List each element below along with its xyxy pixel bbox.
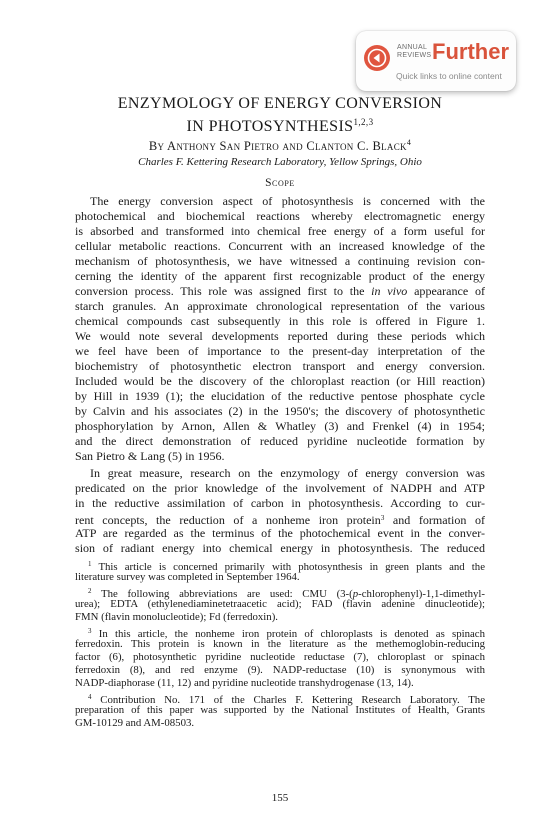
body-line: The energy conversion aspect of photosynthesis is concerned with the <box>90 194 485 208</box>
body-line: starch granules. An approximate chronological representation of the various <box>75 299 485 313</box>
title-footnote-refs[interactable]: 1,2,3 <box>353 117 374 127</box>
arrow-left-circle-icon <box>364 45 390 71</box>
footnote-text: Contribution No. 171 of the Charles F. Kettering Research Laboratory. The <box>100 694 485 706</box>
footnote-ref-3[interactable]: 3 <box>380 514 385 522</box>
badge-subtitle[interactable]: Quick links to online content <box>396 71 502 81</box>
article-title-line1: ENZYMOLOGY OF ENERGY CONVERSION <box>117 95 443 112</box>
footnote-italic: p <box>352 588 359 600</box>
footnote-mark: 4 <box>88 693 92 701</box>
footnote-text: -chlorophenyl)-1,1-dimethyl- <box>358 588 485 600</box>
body-line: chemical compounds cast subsequently in this role is offered in Figure 1. <box>75 314 485 328</box>
footnote-line: NADP-diaphorase (11, 12) and pyridine nucleotide transhydrogenase (13, 14). <box>75 677 414 689</box>
body-line-in-vivo <box>75 284 485 298</box>
body-line: San Pietro & Lang (5) in 1956. <box>75 449 225 463</box>
body-line: biochemistry of photosynthetic electron transport and energy conversion. <box>75 359 485 373</box>
footnote-line: ferredoxin (8), and red enzyme (9). NADP-reductase (10) is synonymous with <box>75 664 485 676</box>
footnote-mark: 2 <box>88 587 92 595</box>
authors-text: By Anthony San Pietro and Clanton C. Black <box>148 139 407 153</box>
footnote-line: GM-10129 and AM-08503. <box>75 717 195 729</box>
footnote-line: urea); EDTA (ethylenediaminetetraacetic acid); FAD (flavin adenine dinucleotide); <box>75 598 485 610</box>
body-line-italic: in vivo <box>371 284 408 298</box>
body-line: by Hill in 1939 (1); the elucidation of the reductive pentose phosphate cycle <box>75 389 485 403</box>
article-title-line2 <box>80 113 480 136</box>
body-line: In great measure, research on the enzymology of energy conversion was <box>90 466 485 480</box>
author-affiliation: Charles F. Kettering Research Laboratory, Yellow Springs, Ohio <box>138 156 422 168</box>
footnote-line: preparation of this paper was supported by the National Institutes of Health, Grants <box>75 704 485 716</box>
footnote-line: factor (6), photosynthetic pyridine nucleotide reductase (7), chloroplast or spinach <box>75 651 485 663</box>
body-line: phosphorylation by Arnon, Allen & Whatley (3) and Frenkel (4) in 1954; <box>75 419 485 433</box>
body-line: We would note several developments reported during these periods which <box>75 329 485 343</box>
author-footnote-ref[interactable]: 4 <box>406 138 412 147</box>
badge-reviews-text: REVIEWS <box>397 52 432 59</box>
body-line-with-ref <box>75 511 485 527</box>
body-line: ATP are regarded as the terminus of the photochemical event in the conver- <box>75 526 485 540</box>
body-line: is absorbed and transformed into chemical free energy of a form useful for <box>75 224 485 238</box>
footnote-line: FMN (flavin monolucleotide); Fd (ferredoxin). <box>75 611 278 623</box>
title-line2-text: IN PHOTOSYNTHESIS <box>186 118 354 135</box>
body-line: Included would be the discovery of the chloroplast reaction (or Hill reaction) <box>75 374 485 388</box>
footnote-text: In this article, the nonheme iron protein of chloroplasts is denoted as spinach <box>98 628 486 640</box>
body-line: photochemical and biochemical reactions whereby electromagnetic energy <box>75 209 485 223</box>
body-line-segment: conversion process. This role was assigned first to the <box>75 284 372 298</box>
body-line-segment: and formation of <box>384 513 485 527</box>
body-line: we feel have been of importance to the present-day interpretation of the <box>75 344 485 358</box>
section-heading: Scope <box>265 177 295 189</box>
body-line-segment: rent concepts, the reduction of a nonheme iron protein <box>75 513 381 527</box>
body-line: predicated on the prior knowledge of the involvement of NADPH and ATP <box>75 481 485 495</box>
body-line: cellular metabolic reactions. Concurrent with an increased knowledge of the <box>75 239 485 253</box>
footnote-mark: 3 <box>88 627 92 635</box>
footnote-line: literature survey was completed in September 1964. <box>75 571 300 583</box>
annual-reviews-further-badge[interactable] <box>356 31 516 91</box>
footnote-mark: 1 <box>88 560 92 568</box>
body-line: by Calvin and his associates (2) in the 1950's; the discovery of photosynthetic <box>75 404 485 418</box>
body-line-segment: appearance of <box>407 284 485 298</box>
footnote-text: The following abbreviations are used: CMU (3-( <box>100 588 353 600</box>
badge-annual-text: ANNUAL <box>397 44 428 51</box>
body-line: cerning the identity of the apparent first recognizable product of the energy <box>75 269 485 283</box>
footnote-text: This article is concerned primarily with photosynthesis in green plants and the <box>98 561 485 573</box>
footnote-line: ferredoxin. This protein is known in the literature as the methemoglobin-reducing <box>75 638 485 650</box>
body-line: mechanism of photosynthesis, we have witnessed a continuing revision con- <box>75 254 485 268</box>
badge-further-label[interactable]: Further <box>432 39 509 64</box>
body-line: and the direct demonstration of reduced pyridine nucleotide formation by <box>75 434 485 448</box>
body-line: in the reductive assimilation of carbon in photosynthesis. According to cur- <box>75 496 485 510</box>
body-line: sion of radiant energy into chemical energy in photosynthesis. The reduced <box>75 541 485 555</box>
article-authors <box>60 138 500 154</box>
page-number: 155 <box>271 792 289 804</box>
